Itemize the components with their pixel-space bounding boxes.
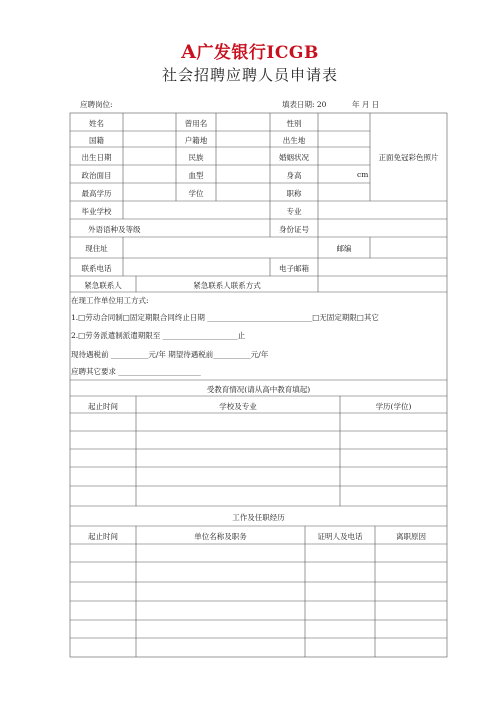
position-label: 应聘岗位: [80, 100, 113, 109]
photo-placeholder: 正面免冠彩色照片 [378, 153, 439, 162]
hukou-label: 户籍地 [184, 136, 208, 145]
edu-col-degree: 学历(学位) [375, 402, 412, 411]
logo-mark: A [181, 41, 197, 63]
emergency-contact-label: 紧急联系人 [84, 281, 122, 290]
edu-col-school: 学校及专业 [219, 402, 257, 411]
emergency-method-label: 紧急联系人联系方式 [193, 281, 261, 290]
email-label: 电子邮箱 [279, 264, 309, 273]
id-number-label: 身份证号 [279, 225, 309, 234]
date-suffix: 年 月 日 [352, 100, 380, 109]
education-label: 最高学历 [81, 189, 112, 198]
work-col-reason: 离职原因 [396, 532, 426, 541]
political-label: 政治面目 [81, 171, 112, 180]
work-col-unit: 单位名称及职务 [194, 532, 247, 541]
employment-line-1: 1.□劳动合同制□固定期限合同终止日期 ____________________________□无固定期限□其它 [71, 313, 379, 322]
work-section-title: 工作及任职经历 [232, 513, 285, 522]
work-col-time: 起止时间 [88, 532, 118, 541]
date-label: 填表日期: 20 [282, 100, 327, 109]
ethnicity-label: 民族 [188, 153, 204, 162]
former-name-label: 曾用名 [184, 119, 208, 128]
other-requirements: 应聘其它要求 ______________________ [71, 367, 201, 376]
logo-text: 广发银行ICGB [196, 43, 319, 63]
major-label: 专业 [286, 207, 302, 216]
form-title: 社会招聘应聘人员申请表 [161, 66, 338, 84]
edu-col-time: 起止时间 [88, 402, 118, 411]
height-label: 身高 [286, 171, 302, 180]
employment-intro: 在现工作单位用工方式: [71, 296, 149, 305]
salary-line: 现待遇税前 __________元/年 期望待遇税前__________元/年 [71, 350, 269, 359]
work-col-ref: 证明人及电话 [317, 532, 363, 541]
phone-label: 联系电话 [81, 264, 112, 273]
blood-label: 血型 [188, 171, 204, 180]
employment-line-2: 2.□劳务派遣制派遣期限至 ____________________止 [71, 331, 246, 340]
name-label: 姓名 [89, 119, 104, 128]
height-unit: cm [357, 170, 369, 179]
marital-label: 婚姻状况 [279, 153, 309, 162]
nationality-label: 国籍 [89, 136, 104, 145]
birthplace-label: 出生地 [282, 136, 306, 145]
language-label: 外语语种及等级 [88, 225, 141, 234]
gender-label: 性别 [286, 119, 302, 128]
address-label: 现住址 [85, 244, 108, 253]
birth-date-label: 出生日期 [81, 153, 112, 162]
degree-label: 学位 [188, 189, 204, 198]
postcode-label: 邮编 [336, 244, 352, 253]
title-label: 职称 [286, 189, 302, 198]
school-label: 毕业学校 [81, 207, 112, 216]
education-section-title: 受教育情况(请从高中教育填起) [206, 385, 311, 394]
